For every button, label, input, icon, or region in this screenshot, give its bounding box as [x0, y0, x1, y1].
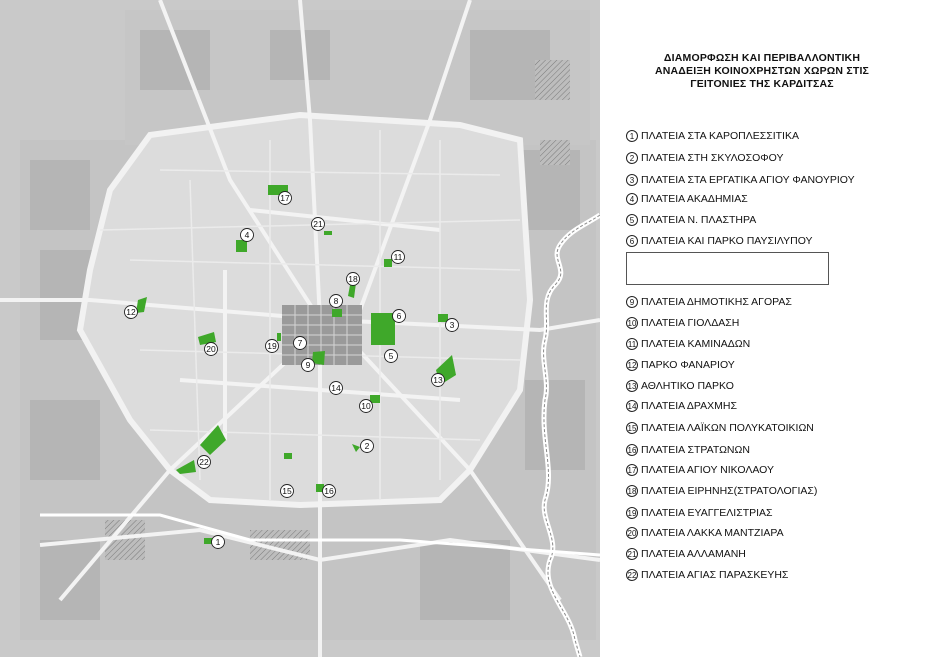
legend-item-20 — [626, 525, 784, 541]
marker-number: 13 — [433, 375, 443, 385]
map-marker-1 — [212, 536, 225, 549]
legend-label: ΠΛΑΤΕΙΑ Ν. ΠΛΑΣΤΗΡΑ — [641, 214, 757, 226]
marker-number: 15 — [282, 486, 292, 496]
legend-label: ΠΛΑΤΕΙΑ ΔΗΜΟΤΙΚΗΣ ΑΓΟΡΑΣ — [641, 296, 792, 308]
legend-number: 13 — [627, 381, 637, 391]
legend-item-5 — [626, 212, 756, 228]
map-marker-11 — [392, 251, 405, 264]
legend-label: ΠΛΑΤΕΙΑ ΛΑΪΚΩΝ ΠΟΛΥΚΑΤΟΙΚΙΩΝ — [641, 422, 814, 434]
map-marker-6 — [393, 310, 406, 323]
marker-number: 20 — [206, 344, 216, 354]
legend-number: 4 — [626, 193, 638, 205]
legend-item-22 — [626, 567, 788, 583]
legend-number: 21 — [627, 549, 637, 559]
legend-number: 22 — [627, 570, 637, 580]
legend-item-12 — [626, 357, 735, 373]
marker-number: 12 — [126, 307, 136, 317]
map-marker-4 — [241, 229, 254, 242]
legend-item-11 — [626, 336, 750, 352]
legend-item-17 — [626, 462, 774, 478]
legend-number: 16 — [627, 445, 637, 455]
marker-number: 19 — [267, 341, 277, 351]
marker-number: 6 — [396, 311, 402, 321]
map-title — [612, 52, 912, 91]
legend-number: 10 — [627, 318, 637, 328]
legend-item-18 — [626, 483, 817, 499]
legend-label: ΑΘΛΗΤΙΚΟ ΠΑΡΚΟ — [641, 380, 734, 392]
marker-number: 11 — [393, 252, 403, 262]
legend-label: ΠΛΑΤΕΙΑ ΚΑΙ ΠΑΡΚΟ ΠΑΥΣΙΛΥΠΟΥ — [641, 235, 813, 247]
legend-number: 5 — [626, 214, 638, 226]
marker-number: 9 — [305, 360, 311, 370]
marker-number: 4 — [244, 230, 250, 240]
map-marker-13 — [432, 374, 445, 387]
legend-number: 20 — [627, 528, 637, 538]
title-line-1: ΔΙΑΜΟΡΦΩΣΗ ΚΑΙ ΠΕΡΙΒΑΛΛΟΝΤΙΚΗ — [663, 52, 861, 64]
legend-number: 2 — [626, 152, 638, 164]
legend-label: ΠΛΑΤΕΙΑ ΔΡΑΧΜΗΣ — [641, 400, 737, 412]
legend-number: 18 — [627, 486, 637, 496]
map-marker-22 — [198, 456, 211, 469]
legend-number: 12 — [627, 360, 637, 370]
map-marker-20 — [205, 343, 218, 356]
marker-number: 8 — [333, 296, 339, 306]
marker-number: 21 — [313, 219, 323, 229]
marker-number: 18 — [348, 274, 358, 284]
legend-label: ΠΛΑΤΕΙΑ ΣΤΑ ΕΡΓΑΤΙΚΑ ΑΓΙΟΥ ΦΑΝΟΥΡΙΟΥ — [641, 174, 855, 186]
map-marker-19 — [266, 340, 279, 353]
legend-item-19 — [626, 505, 773, 521]
marker-number: 5 — [388, 351, 394, 361]
marker-number: 7 — [297, 338, 303, 348]
park-15 — [284, 453, 292, 459]
map-marker-3 — [446, 319, 459, 332]
marker-number: 10 — [361, 401, 371, 411]
map-marker-10 — [360, 400, 373, 413]
marker-number: 17 — [280, 193, 290, 203]
park-11 — [384, 259, 392, 267]
legend-label: ΠΛΑΤΕΙΑ ΑΛΛΑΜΑΝΗ — [641, 548, 746, 560]
title-line-3: ΓΕΙΤΟΝΙΕΣ ΤΗΣ ΚΑΡΔΙΤΣΑΣ — [690, 78, 834, 90]
park-4 — [236, 240, 247, 252]
legend-item-13 — [626, 378, 734, 394]
map-marker-2 — [361, 440, 374, 453]
legend-item-1 — [626, 128, 799, 144]
legend-item-21 — [626, 546, 746, 562]
marker-number: 3 — [449, 320, 455, 330]
legend-item-16 — [626, 442, 750, 458]
legend-label: ΠΛΑΤΕΙΑ ΣΤΑ ΚΑΡΟΠΛΕΣΣΙΤΙΚΑ — [641, 130, 799, 142]
legend-label: ΠΛΑΤΕΙΑ ΛΑΚΚΑ ΜΑΝΤΖΙΑΡΑ — [641, 527, 784, 539]
legend-label: ΠΛΑΤΕΙΑ ΣΤΗ ΣΚΥΛΟΣΟΦΟΥ — [641, 152, 784, 164]
legend-label: ΠΛΑΤΕΙΑ ΕΙΡΗΝΗΣ(ΣΤΡΑΤΟΛΟΓΙΑΣ) — [641, 485, 818, 497]
legend-item-4 — [626, 191, 748, 207]
legend-item-9 — [626, 294, 792, 310]
park-19 — [277, 333, 281, 341]
legend-item-15 — [626, 420, 814, 436]
legend-label: ΠΛΑΤΕΙΑ ΓΙΟΛΔΑΣΗ — [641, 317, 740, 329]
map-marker-18 — [347, 273, 360, 286]
legend-label: ΠΛΑΤΕΙΑ ΣΤΡΑΤΩΝΩΝ — [641, 444, 750, 456]
legend-number: 3 — [626, 174, 638, 186]
legend-item-2 — [626, 150, 783, 166]
park-21 — [324, 231, 332, 235]
legend-blank-box — [626, 252, 829, 285]
map-marker-16 — [323, 485, 336, 498]
map-marker-12 — [125, 306, 138, 319]
marker-number: 2 — [364, 441, 370, 451]
map-marker-5 — [385, 350, 398, 363]
marker-number: 14 — [331, 383, 341, 393]
park-8 — [332, 309, 342, 317]
map-marker-9 — [302, 359, 315, 372]
legend-number: 9 — [626, 296, 638, 308]
marker-number: 22 — [199, 457, 209, 467]
legend-label: ΠΛΑΤΕΙΑ ΑΓΙΑΣ ΠΑΡΑΣΚΕΥΗΣ — [641, 569, 789, 581]
legend-number: 14 — [627, 401, 637, 411]
legend-number: 15 — [627, 423, 637, 433]
legend-label: ΠΛΑΤΕΙΑ ΕΥΑΓΓΕΛΙΣΤΡΙΑΣ — [641, 507, 773, 519]
legend-label: ΠΛΑΤΕΙΑ ΚΑΜΙΝΑΔΩΝ — [641, 338, 751, 350]
legend-number: 6 — [626, 235, 638, 247]
legend-number: 17 — [627, 465, 637, 475]
map-marker-7 — [294, 337, 307, 350]
legend-label: ΠΑΡΚΟ ΦΑΝΑΡΙΟΥ — [641, 359, 735, 371]
map-marker-15 — [281, 485, 294, 498]
legend-label: ΠΛΑΤΕΙΑ ΑΚΑΔΗΜΙΑΣ — [641, 193, 748, 205]
legend-item-14 — [626, 398, 737, 414]
map-marker-17 — [279, 192, 292, 205]
marker-number: 16 — [324, 486, 334, 496]
title-line-2: ΑΝΑΔΕΙΞΗ ΚΟΙΝΟΧΡΗΣΤΩΝ ΧΩΡΩΝ ΣΤΙΣ — [654, 65, 870, 77]
legend-item-10 — [626, 315, 739, 331]
legend-number: 1 — [626, 130, 638, 142]
park-6 — [371, 313, 395, 345]
legend-number: 19 — [627, 508, 637, 518]
map-marker-8 — [330, 295, 343, 308]
legend-label: ΠΛΑΤΕΙΑ ΑΓΙΟΥ ΝΙΚΟΛΑΟΥ — [641, 464, 774, 476]
legend-number: 11 — [627, 339, 637, 349]
marker-number: 1 — [215, 537, 221, 547]
map-marker-14 — [330, 382, 343, 395]
legend-item-6 — [626, 233, 813, 249]
legend-item-3 — [626, 172, 855, 188]
map-marker-21 — [312, 218, 325, 231]
